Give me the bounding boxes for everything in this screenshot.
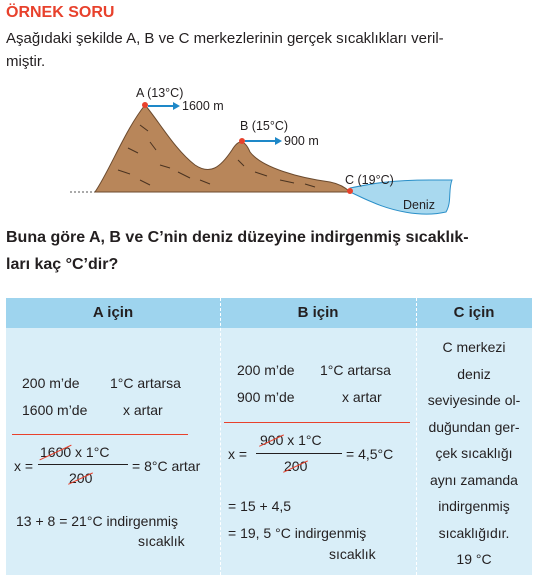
a-row2-right: x artar [123, 402, 163, 418]
a-row2-left: 1600 m’de [22, 402, 88, 418]
c-line: deniz [457, 365, 491, 382]
b-separator [224, 422, 410, 423]
point-c-label: C (19°C) [345, 173, 394, 187]
a-num-rest: x 1°C [71, 444, 110, 460]
header-a: A için [92, 304, 134, 321]
b-num-strike: 900 [260, 432, 284, 448]
b-num-rest: x 1°C [283, 432, 322, 448]
c-explanation [416, 334, 532, 573]
b-sum-2: = 19, 5 °C indirgenmiş [228, 525, 367, 541]
c-line: 19 °C [456, 551, 492, 567]
column-divider-1 [220, 298, 221, 575]
mountain-diagram [0, 80, 538, 225]
b-row2-right: x artar [342, 389, 382, 405]
mountain-shape [95, 105, 350, 192]
question-line-1: Buna göre A, B ve C’nin deniz düzeyine indirgenmiş sıcaklık- [6, 229, 469, 246]
a-den-strike: 200 [69, 470, 93, 486]
altitude-b-label: 900 m [284, 134, 319, 148]
a-numerator [40, 444, 109, 460]
b-denominator [284, 458, 307, 474]
c-line: seviyesinde ol- [427, 392, 521, 408]
c-line: aynı zamanda [430, 471, 518, 488]
b-den-strike: 200 [284, 458, 308, 474]
b-row1-right: 1°C artarsa [320, 362, 391, 378]
a-row1-left: 200 m’de [22, 375, 80, 391]
arrow-a-head [173, 102, 180, 110]
solution-table [6, 298, 532, 575]
b-row1-left: 200 m’de [237, 362, 295, 378]
b-result: = 4,5°C [346, 446, 394, 462]
b-numerator [260, 432, 322, 448]
c-line: C merkezi [442, 339, 506, 355]
intro-line-2: miştir. [6, 53, 46, 70]
point-b-label: B (15°C) [240, 119, 289, 133]
a-separator [12, 434, 188, 435]
a-fraction-bar [38, 464, 128, 465]
intro-line-1: Aşağıdaki şekilde A, B ve C merkezlerinin gerçek sıcaklıkları veril- [6, 30, 444, 47]
sea-label: Deniz [403, 198, 435, 212]
point-c-marker [347, 188, 353, 194]
header-b: B için [297, 304, 339, 321]
point-a-label: A (13°C) [136, 86, 184, 100]
c-line: çek sıcaklığı [435, 445, 513, 461]
a-row1-right: 1°C artarsa [110, 375, 181, 391]
arrow-b-head [275, 137, 282, 145]
a-num-strike: 1600 [40, 444, 72, 460]
question-line-2: ları kaç °C’dir? [6, 256, 119, 273]
c-line: indirgenmiş [438, 498, 510, 514]
c-line: duğundan ger- [428, 418, 520, 435]
point-a-marker [142, 102, 148, 108]
b-sum-word: sıcaklık [329, 546, 376, 562]
a-result: = 8°C artar [132, 458, 201, 474]
b-fraction-bar [256, 453, 342, 454]
example-heading: ÖRNEK SORU [6, 4, 115, 21]
header-c: C için [453, 304, 495, 321]
a-denominator [69, 470, 92, 486]
point-b-marker [239, 138, 245, 144]
a-x-equals: x = [14, 458, 34, 474]
a-sum-word: sıcaklık [138, 533, 185, 549]
altitude-a-label: 1600 m [182, 99, 224, 113]
b-row2-left: 900 m’de [237, 389, 295, 405]
b-sum-1: = 15 + 4,5 [228, 498, 292, 514]
b-x-equals: x = [228, 446, 248, 462]
a-sum: 13 + 8 = 21°C indirgenmiş [16, 513, 179, 529]
c-line: sıcaklığıdır. [438, 524, 510, 541]
